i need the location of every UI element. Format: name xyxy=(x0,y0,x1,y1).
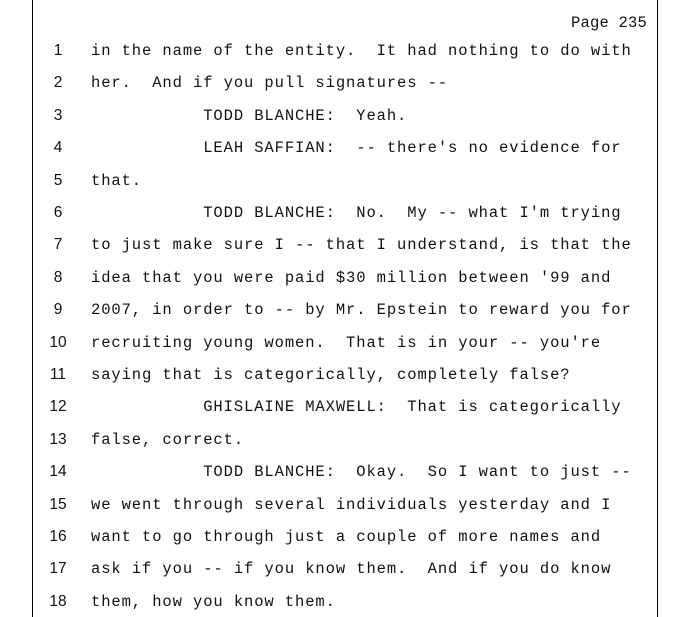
transcript-line xyxy=(33,204,657,226)
line-text: false, correct. xyxy=(91,430,245,449)
line-text: LEAH SAFFIAN: -- there's no evidence for xyxy=(91,139,622,158)
line-number: 17 xyxy=(49,560,67,578)
line-text: TODD BLANCHE: Okay. So I want to just -- xyxy=(91,463,632,482)
line-number: 18 xyxy=(49,592,67,610)
transcript-line xyxy=(33,172,657,194)
line-number: 8 xyxy=(53,268,63,286)
line-number: 2 xyxy=(53,74,63,92)
transcript-line xyxy=(33,139,657,161)
line-text: 2007, in order to -- by Mr. Epstein to reward you for xyxy=(91,301,632,320)
line-text: them, how you know them. xyxy=(91,592,336,611)
line-number: 13 xyxy=(49,430,67,448)
transcript-line xyxy=(33,74,657,96)
line-number: 11 xyxy=(49,366,67,383)
line-number: 7 xyxy=(53,236,63,254)
transcript-line xyxy=(33,42,657,64)
line-text: we went through several individuals yesterday and I xyxy=(91,495,612,514)
transcript-line xyxy=(33,301,657,323)
line-number: 12 xyxy=(49,398,67,416)
transcript-line xyxy=(33,366,657,388)
transcript-line xyxy=(33,496,657,518)
transcript-line xyxy=(33,236,657,258)
transcript-line xyxy=(33,334,657,356)
line-text: TODD BLANCHE: No. My -- what I'm trying xyxy=(91,204,622,222)
line-text: idea that you were paid $30 million between '99 and xyxy=(91,268,612,287)
line-number: 15 xyxy=(49,495,67,513)
transcript-line xyxy=(33,398,657,420)
transcript-line xyxy=(33,528,657,550)
line-text: in the name of the entity. It had nothing to do with xyxy=(91,42,632,60)
line-text: want to go through just a couple of more names and xyxy=(91,528,602,546)
transcript-line xyxy=(33,431,657,453)
transcript-line xyxy=(33,269,657,291)
line-text: ask if you -- if you know them. And if you do know xyxy=(91,560,612,579)
transcript-line xyxy=(33,107,657,129)
transcript-page xyxy=(32,0,658,617)
page-number: Page 235 xyxy=(570,14,647,32)
line-number: 4 xyxy=(53,139,63,157)
line-number: 3 xyxy=(53,106,63,124)
line-text: her. And if you pull signatures -- xyxy=(91,74,449,93)
line-number: 6 xyxy=(53,204,63,221)
line-text: that. xyxy=(91,171,143,190)
line-number: 9 xyxy=(53,301,63,319)
transcript-line xyxy=(33,593,657,615)
transcript-line xyxy=(33,560,657,582)
line-text: TODD BLANCHE: Yeah. xyxy=(91,106,408,125)
line-number: 5 xyxy=(53,171,63,189)
line-text: to just make sure I -- that I understand, is that the xyxy=(91,236,632,255)
line-text: recruiting young women. That is in your -- you're xyxy=(91,333,602,352)
line-number: 10 xyxy=(49,333,67,351)
line-number: 1 xyxy=(53,42,63,59)
line-number: 14 xyxy=(49,463,67,481)
line-text: saying that is categorically, completely false? xyxy=(91,366,571,384)
line-text: GHISLAINE MAXWELL: That is categorically xyxy=(91,398,622,417)
transcript-line xyxy=(33,463,657,485)
line-number: 16 xyxy=(49,528,67,545)
